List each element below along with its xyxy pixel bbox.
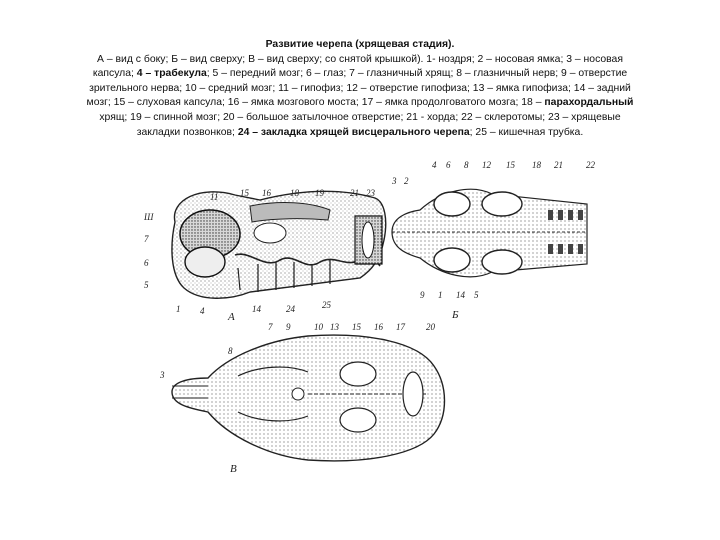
fig-c-label-17: 17 bbox=[396, 322, 405, 332]
fig-b-letter: Б bbox=[452, 309, 459, 321]
fig-b-label-3: 3 bbox=[392, 176, 397, 186]
fig-a-label-15: 15 bbox=[240, 188, 249, 198]
fig-b-label-6: 6 bbox=[446, 160, 451, 170]
skull-open-drawing bbox=[172, 335, 445, 461]
caption-line-6-pre: закладки позвонков; bbox=[136, 126, 238, 138]
fig-b-label-4: 4 bbox=[432, 160, 437, 170]
fig-c-label-3: 3 bbox=[160, 370, 165, 380]
fig-b-label-21: 21 bbox=[554, 160, 563, 170]
fig-a-label-23: 23 bbox=[366, 188, 375, 198]
fig-c-label-16: 16 bbox=[374, 322, 383, 332]
fig-c-label-9: 9 bbox=[286, 322, 291, 332]
fig-a-label-5: 5 bbox=[144, 280, 149, 290]
caption-line-6-bold: 24 – закладка хрящей висцерального черепа bbox=[237, 126, 470, 138]
skull-lateral-drawing bbox=[172, 191, 386, 298]
fig-b-label-2: 2 bbox=[404, 176, 409, 186]
figure-a-lateral-view bbox=[140, 160, 400, 330]
figure-caption bbox=[34, 38, 686, 140]
fig-c-label-20: 20 bbox=[426, 322, 435, 332]
caption-line-4-pre: мозг; 15 – слуховая капсула; 16 – ямка мозгового моста; 17 – ямка продолговатого мозга; 18 – bbox=[86, 97, 545, 109]
fig-c-label-15: 15 bbox=[352, 322, 361, 332]
fig-a-label-6: 6 bbox=[144, 258, 149, 268]
caption-line-2-bold: 4 – трабекула bbox=[136, 68, 207, 80]
fig-c-label-13: 13 bbox=[330, 322, 339, 332]
fig-a-label-14: 14 bbox=[252, 304, 261, 314]
fig-b-label-1: 1 bbox=[438, 290, 443, 300]
caption-line-6-post: ; 25 – кишечная трубка. bbox=[469, 126, 584, 138]
fig-b-label-14: 14 bbox=[456, 290, 465, 300]
fig-a-label-18: 18 bbox=[290, 188, 299, 198]
fig-b-label-9: 9 bbox=[420, 290, 425, 300]
fig-c-label-7: 7 bbox=[268, 322, 273, 332]
caption-line-2-post: ; 5 – передний мозг; 6 – глаз; 7 – глазничный хрящ; 8 – глазничный нерв; 9 – отверстие bbox=[206, 68, 628, 80]
fig-a-label-7: 7 bbox=[144, 234, 149, 244]
fig-b-label-15: 15 bbox=[506, 160, 515, 170]
skull-dorsal-drawing bbox=[392, 189, 587, 277]
fig-b-label-8: 8 bbox=[464, 160, 469, 170]
figure-b-dorsal-view bbox=[372, 160, 608, 320]
fig-b-label-5: 5 bbox=[474, 290, 479, 300]
fig-b-label-12: 12 bbox=[482, 160, 491, 170]
fig-a-label-24: 24 bbox=[286, 304, 295, 314]
fig-a-label-1: 1 bbox=[176, 304, 181, 314]
caption-line-2-pre: капсула; bbox=[92, 68, 137, 80]
fig-c-label-8: 8 bbox=[228, 346, 233, 356]
caption-title: Развитие черепа (хрящевая стадия). bbox=[265, 39, 455, 50]
caption-line-4-bold: парахордальный bbox=[544, 97, 634, 109]
caption-line-5: хрящ; 19 – спинной мозг; 20 – большое затылочное отверстие; 21 - хорда; 22 – склеротомы; 23 – хрящевые bbox=[99, 111, 621, 123]
figure-c-open-skull-view bbox=[158, 316, 458, 476]
caption-line-1: А – вид с боку; Б – вид сверху; В – вид сверху; со снятой крышкой). 1- ноздря; 2 – носовая ямка; 3 – носовая bbox=[97, 53, 623, 65]
fig-a-label-sh: Ш bbox=[144, 212, 154, 222]
fig-b-label-22: 22 bbox=[586, 160, 595, 170]
fig-a-label-4: 4 bbox=[200, 306, 205, 316]
fig-a-label-11: 11 bbox=[210, 192, 219, 202]
fig-c-letter: В bbox=[230, 463, 237, 475]
fig-b-label-18: 18 bbox=[532, 160, 541, 170]
fig-c-label-10: 10 bbox=[314, 322, 323, 332]
fig-a-letter: А bbox=[228, 311, 235, 323]
fig-a-label-19: 19 bbox=[315, 188, 324, 198]
caption-line-3: зрительного нерва; 10 – средний мозг; 11 – гипофиз; 12 – отверстие гипофиза; 13 – ямка гипофиза; 14 – задний bbox=[89, 82, 631, 94]
fig-a-label-21: 21 bbox=[350, 188, 359, 198]
fig-a-label-25: 25 bbox=[322, 300, 331, 310]
fig-a-label-16: 16 bbox=[262, 188, 271, 198]
